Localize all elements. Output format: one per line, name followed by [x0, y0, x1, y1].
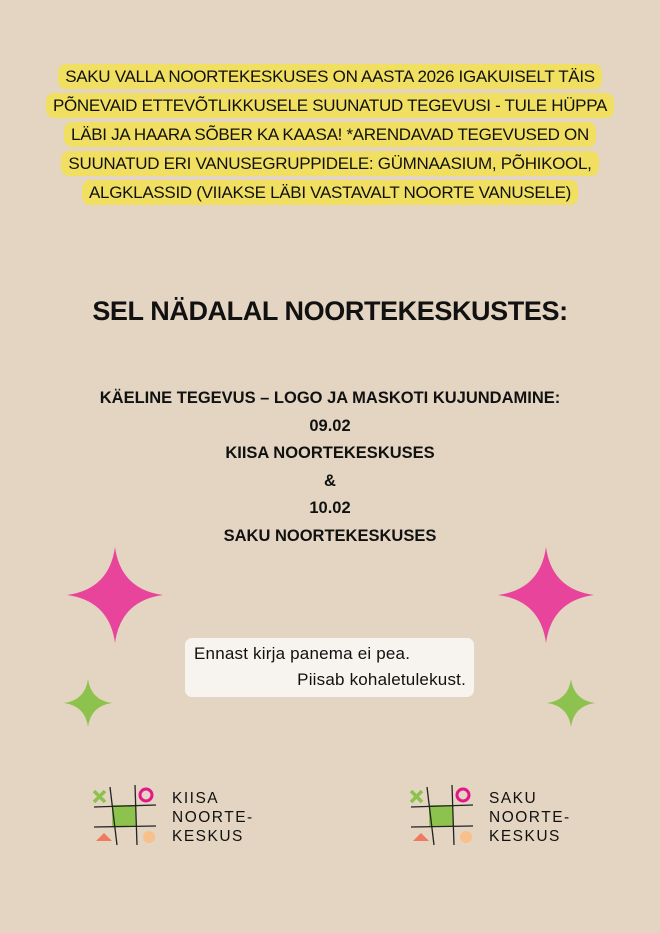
intro-text — [0, 62, 660, 207]
activity-title: KÄELINE TEGEVUS – LOGO JA MASKOTI KUJUNDAMINE: — [99, 389, 561, 407]
intro-line: PÕNEVAID ETTEVÕTLIKKUSELE SUUNATUD TEGEVUSI - TULE HÜPPA — [46, 93, 614, 118]
logo-line: KESKUS — [489, 828, 561, 845]
note-line-2: Piisab kohaletulekust. — [297, 670, 466, 689]
green-sparkle-icon — [64, 679, 112, 727]
pink-sparkle-icon — [498, 547, 594, 643]
activity-ampersand: & — [324, 471, 336, 490]
saku-logo — [407, 783, 587, 849]
intro-line: LÄBI JA HAARA SÕBER KA KAASA! *ARENDAVAD TEGEVUSED ON — [64, 122, 596, 147]
activity-place-2: SAKU NOORTEKESKUSES — [223, 526, 437, 545]
activity-place-1: KIISA NOORTEKESKUSES — [225, 444, 435, 462]
note-box — [185, 638, 474, 697]
logo-line: NOORTE- — [172, 809, 254, 826]
logo-text — [172, 789, 254, 846]
logo-line: NOORTE- — [489, 809, 571, 826]
logo-line: KIISA — [172, 790, 220, 807]
intro-line: SAKU VALLA NOORTEKESKUSES ON AASTA 2026 IGAKUISELT TÄIS — [58, 64, 602, 89]
intro-line: SUUNATUD ERI VANUSEGRUPPIDELE: GÜMNAASIUM, PÕHIKOOL, — [61, 151, 598, 176]
logo-text — [489, 789, 571, 846]
logo-line: KESKUS — [172, 828, 244, 845]
note-line-1: Ennast kirja panema ei pea. — [194, 644, 411, 663]
logo-line: SAKU — [489, 790, 538, 807]
headline: SEL NÄDALAL NOORTEKESKUSTES: — [92, 296, 568, 326]
tic-tac-toe-logo-icon — [90, 783, 166, 849]
activity-date-2: 10.02 — [309, 499, 351, 517]
kiisa-logo — [90, 783, 270, 849]
intro-line: ALGKLASSID (VIIAKSE LÄBI VASTAVALT NOORTE VANUSELE) — [82, 180, 578, 205]
green-sparkle-icon — [547, 679, 595, 727]
tic-tac-toe-logo-icon — [407, 783, 483, 849]
activity-date-1: 09.02 — [309, 416, 351, 435]
activity-details — [0, 385, 660, 550]
pink-sparkle-icon — [67, 547, 163, 643]
